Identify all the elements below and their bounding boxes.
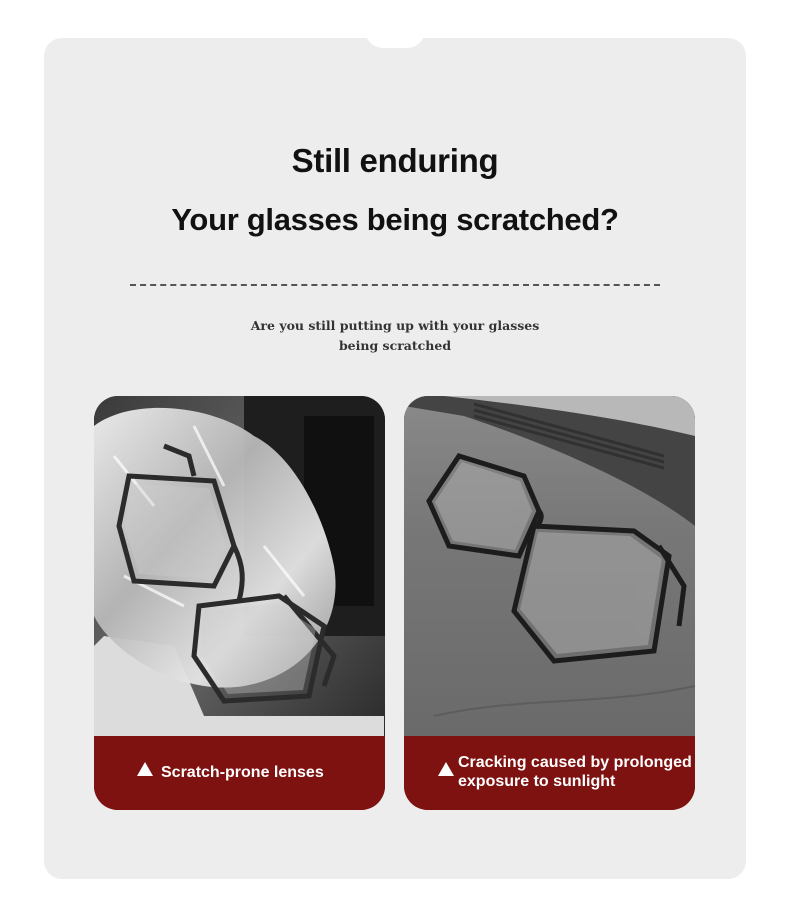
top-notch	[365, 30, 425, 48]
caption-line-1: Cracking caused by prolonged	[458, 754, 692, 771]
caption-bar	[404, 736, 695, 810]
headline-line-2: Your glasses being scratched?	[171, 202, 619, 237]
headline-line-1: Still enduring	[291, 142, 499, 179]
glasses-in-bag-photo	[94, 396, 385, 736]
subtitle	[245, 316, 545, 356]
dashed-divider	[130, 284, 660, 286]
glasses-on-dashboard-photo	[404, 396, 695, 736]
warning-triangle-icon	[137, 762, 153, 776]
sunlight-cracking-panel	[404, 396, 695, 810]
caption-text: Scratch-prone lenses	[161, 764, 324, 781]
subtitle-line-2: being scratched	[338, 338, 452, 353]
warning-triangle-icon	[438, 762, 454, 776]
subtitle-line-1: Are you still putting up with your glasses	[250, 318, 540, 333]
caption-line-2: exposure to sunlight	[458, 773, 616, 790]
scratch-prone-panel	[94, 396, 385, 810]
caption-text	[458, 753, 692, 791]
caption-bar	[94, 736, 385, 810]
